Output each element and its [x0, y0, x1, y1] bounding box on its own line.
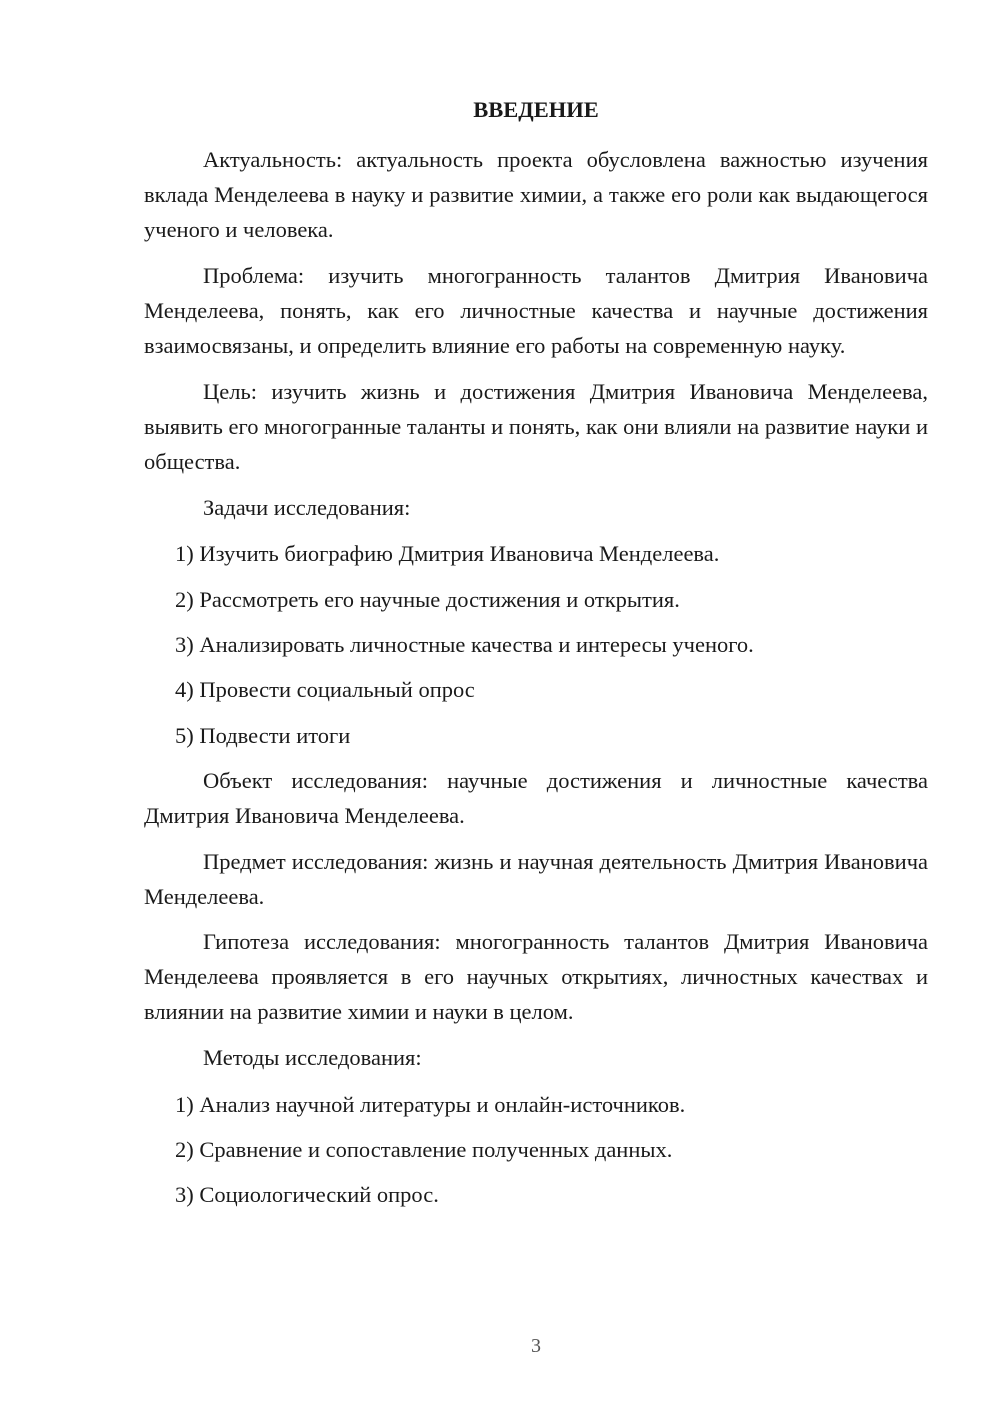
method-item: 1) Анализ научной литературы и онлайн-источников.: [175, 1092, 686, 1117]
subject-paragraph: Предмет исследования: жизнь и научная деятельность Дмитрия Ивановича Менделеева.: [144, 849, 928, 909]
task-item: 4) Провести социальный опрос: [175, 677, 475, 702]
tasks-title: Задачи исследования:: [203, 495, 411, 520]
methods-title: Методы исследования:: [203, 1045, 422, 1070]
task-item: 5) Подвести итоги: [175, 723, 351, 748]
goal-paragraph: Цель: изучить жизнь и достижения Дмитрия Ивановича Менделеева, выявить его многогранные таланты и понять, как они влияли на развитие науки и общества.: [144, 379, 928, 474]
hypothesis-paragraph: Гипотеза исследования: многогранность талантов Дмитрия Ивановича Менделеева проявляется в его научных открытиях, личностных качествах и влиянии на развитие химии и науки в целом.: [144, 929, 928, 1024]
task-item: 3) Анализировать личностные качества и интересы ученого.: [175, 632, 754, 657]
section-heading: ВВЕДЕНИЕ: [473, 97, 599, 122]
method-item: 2) Сравнение и сопоставление полученных данных.: [175, 1137, 673, 1162]
relevance-paragraph: Актуальность: актуальность проекта обусловлена важностью изучения вклада Менделеева в науку и развитие химии, а также его роли как выдающегося ученого и человека.: [144, 147, 928, 242]
page-number: 3: [531, 1335, 541, 1357]
document-page: [144, 0, 928, 1414]
task-item: 2) Рассмотреть его научные достижения и открытия.: [175, 587, 680, 612]
method-item: 3) Социологический опрос.: [175, 1182, 439, 1207]
problem-paragraph: Проблема: изучить многогранность талантов Дмитрия Ивановича Менделеева, понять, как его личностные качества и научные достижения взаимосвязаны, и определить влияние его работы на современную науку.: [144, 263, 928, 358]
task-item: 1) Изучить биографию Дмитрия Ивановича Менделеева.: [175, 541, 720, 566]
object-paragraph: Объект исследования: научные достижения и личностные качества Дмитрия Ивановича Менделеева.: [144, 768, 928, 828]
